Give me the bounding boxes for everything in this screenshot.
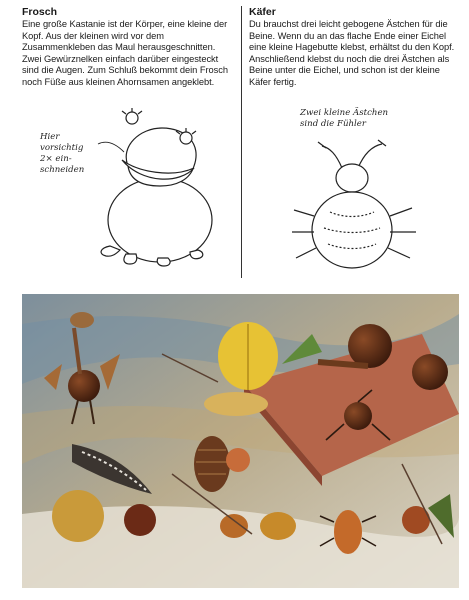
frog-heading: Frosch (22, 6, 58, 18)
craft-photo (22, 294, 459, 588)
frog-instructions: Eine große Kastanie ist der Körper, eine kleine der Kopf. Aus der kleinen wird vor dem Zusammenkleben das Maul herausgeschnitten. Zwei Gewürznelken einfach darüber eingesteckt sind die Augen. Zum Schluß bekommt dein Frosch noch Füße aus kleinen Ahornsamen angeklebt. (22, 19, 228, 87)
frog-column (22, 6, 236, 89)
beetle-column (249, 6, 455, 89)
craft-figures-photo-icon (22, 294, 459, 588)
beetle-note: Zwei kleine Ästchen sind die Fühler (300, 108, 389, 129)
beetle-heading: Käfer (249, 6, 276, 18)
beetle-sketch-icon (290, 132, 430, 272)
beetle-instructions: Du brauchst drei leicht gebogene Ästchen für die Beine. Wenn du an das flache Ende einer Eichel eine kleine Hagebutte klebst, erhältst du den Kopf. Anschließend klebst du noch die drei Ästchen als Beine unter die Eichel, und schon ist der kleine Käfer fertig. (249, 19, 455, 87)
frog-sketch-icon (90, 108, 230, 268)
frog-note: Hier vorsichtig 2× ein- schneiden (40, 132, 85, 175)
column-divider (241, 6, 242, 278)
